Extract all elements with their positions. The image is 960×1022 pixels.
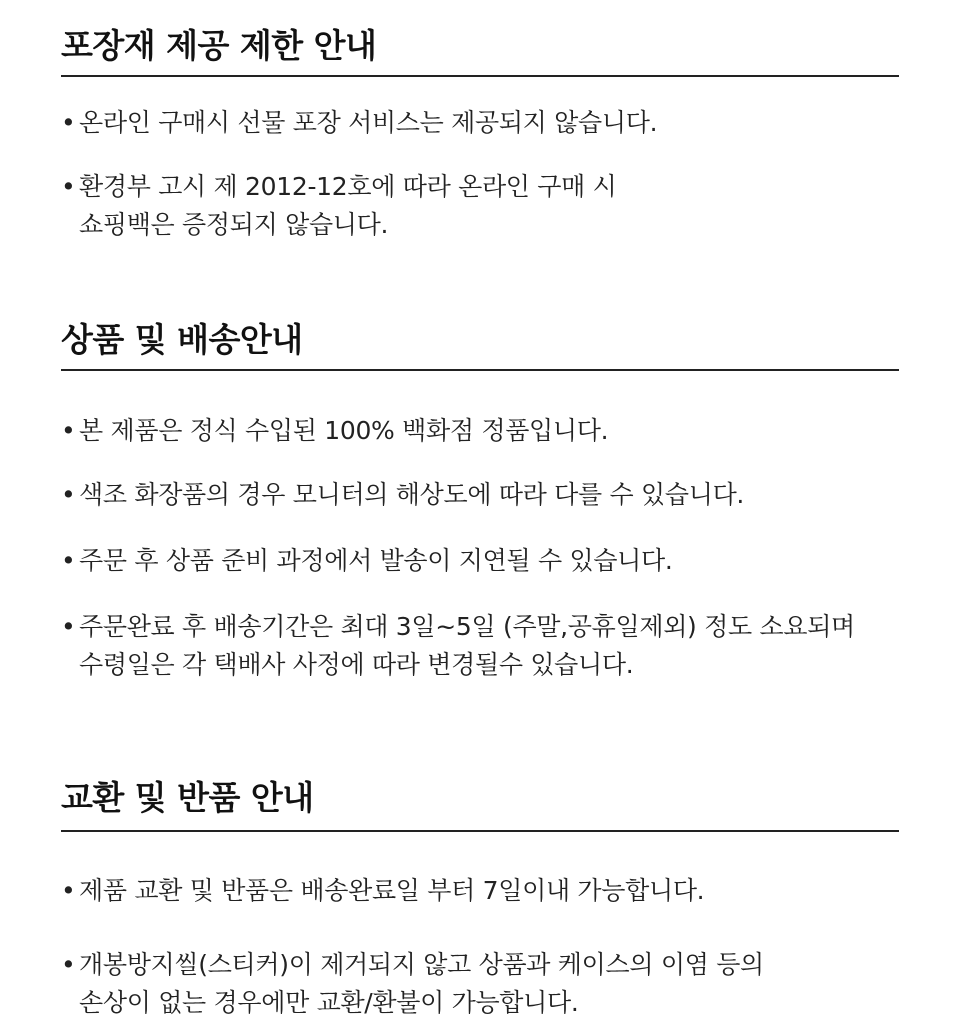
section-title-product-shipping: 상품 및 배송안내 (61, 320, 303, 359)
bullet-icon: • (61, 876, 76, 905)
bullet-icon: • (61, 612, 76, 641)
section-title-exchange-return: 교환 및 반품 안내 (61, 778, 314, 817)
bullet-icon: • (61, 950, 76, 979)
bullet-icon: • (61, 546, 76, 575)
list-item-text: 제품 교환 및 반품은 배송완료일 부터 7일이내 가능합니다. (79, 876, 705, 905)
list-item (61, 608, 899, 684)
section-title-packaging: 포장재 제공 제한 안내 (61, 26, 377, 65)
list-item (61, 476, 899, 514)
bullet-icon: • (61, 172, 76, 201)
list-item (61, 104, 899, 142)
list-item-text: 색조 화장품의 경우 모니터의 해상도에 따라 다를 수 있습니다. (79, 480, 745, 509)
list-item (61, 412, 899, 450)
list-item-text: 환경부 고시 제 2012-12호에 따라 온라인 구매 시 쇼핑백은 증정되지 않습니다. (79, 172, 617, 239)
list-item-text: 온라인 구매시 선물 포장 서비스는 제공되지 않습니다. (79, 108, 658, 137)
list-item (61, 542, 899, 580)
bullet-icon: • (61, 480, 76, 509)
list-item (61, 946, 899, 1022)
section-product-shipping (61, 318, 899, 698)
list-item (61, 872, 899, 910)
list-item (61, 168, 899, 244)
section-exchange-return (61, 776, 899, 1017)
bullet-icon: • (61, 416, 76, 445)
list-item-text: 주문완료 후 배송기간은 최대 3일~5일 (주말,공휴일제외) 정도 소요되며 수령일은 각 택배사 사정에 따라 변경될수 있습니다. (79, 612, 855, 679)
list-item-text: 본 제품은 정식 수입된 100% 백화점 정품입니다. (79, 416, 609, 445)
list-item-text: 주문 후 상품 준비 과정에서 발송이 지연될 수 있습니다. (79, 546, 673, 575)
title-divider (61, 369, 899, 371)
bullet-icon: • (61, 108, 76, 137)
section-packaging (61, 24, 899, 254)
title-divider (61, 830, 899, 832)
list-item-text: 개봉방지씰(스티커)이 제거되지 않고 상품과 케이스의 이염 등의 손상이 없는 경우에만 교환/환불이 가능합니다. (79, 950, 764, 1017)
title-divider (61, 75, 899, 77)
